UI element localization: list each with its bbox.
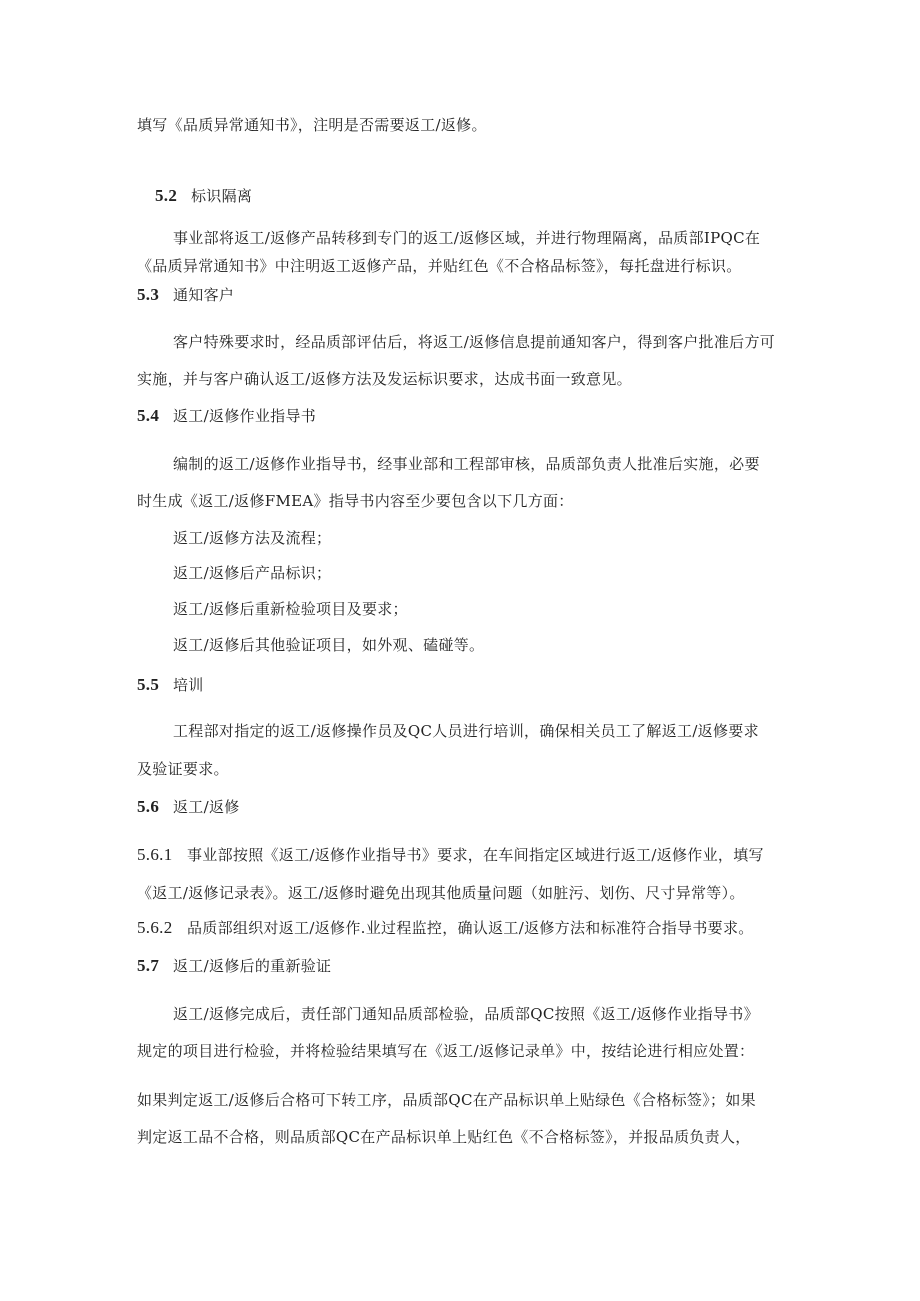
section-title: 返工/返修作业指导书 — [173, 407, 317, 425]
paragraph-line: 返工/返修完成后，责任部门通知品质部检验，品质部QC按照《返工/返修作业指导书》 — [173, 1005, 759, 1023]
section-title: 返工/返修 — [173, 798, 240, 816]
intro-line: 填写《品质异常通知书》，注明是否需要返工/返修。 — [137, 116, 487, 134]
section-heading-5-6 — [137, 797, 240, 817]
paragraph-line: 规定的项目进行检验，并将检验结果填写在《返工/返修记录单》中，按结论进行相应处置： — [137, 1042, 755, 1060]
paragraph-line: 编制的返工/返修作业指导书，经事业部和工程部审核，品质部负责人批准后实施，必要 — [173, 455, 760, 473]
paragraph-line: 《品质异常通知书》中注明返工返修产品，并贴红色《不合格品标签》，每托盘进行标识。 — [137, 257, 742, 275]
paragraph-line: 时生成《返工/返修FMEA》指导书内容至少要包含以下几方面： — [137, 492, 574, 510]
list-item: 返工/返修方法及流程； — [173, 529, 332, 547]
section-heading-5-7 — [137, 956, 331, 976]
section-number: 5.5 — [137, 675, 160, 694]
list-item: 返工/返修后重新检验项目及要求； — [173, 600, 408, 618]
paragraph-line: 实施，并与客户确认返工/返修方法及发运标识要求，达成书面一致意见。 — [137, 370, 632, 388]
section-title: 通知客户 — [173, 286, 235, 304]
paragraph-line: 判定返工品不合格，则品质部QC在产品标识单上贴红色《不合格标签》，并报品质负责人， — [137, 1128, 751, 1146]
section-title: 培训 — [173, 676, 204, 694]
paragraph-line: 工程部对指定的返工/返修操作员及QC人员进行培训，确保相关员工了解返工/返修要求 — [173, 722, 759, 740]
paragraph-line: 客户特殊要求时，经品质部评估后，将返工/返修信息提前通知客户，得到客户批准后方可 — [173, 333, 776, 351]
section-title: 返工/返修后的重新验证 — [173, 957, 332, 975]
list-item: 返工/返修后其他验证项目，如外观、磕碰等。 — [173, 636, 485, 654]
paragraph-line: 事业部将返工/返修产品转移到专门的返工/返修区域，并进行物理隔离，品质部IPQC在 — [173, 229, 761, 247]
section-heading-5-4 — [137, 406, 316, 426]
subsection-5-6-1 — [137, 845, 764, 865]
subsection-number: 5.6.1 — [137, 845, 173, 864]
section-heading-5-2 — [155, 186, 252, 206]
section-number: 5.3 — [137, 285, 160, 304]
section-title: 标识隔离 — [191, 187, 253, 205]
section-heading-5-3 — [137, 285, 234, 305]
paragraph-line: 及验证要求。 — [137, 760, 229, 778]
list-item: 返工/返修后产品标识； — [173, 564, 332, 582]
subsection-5-6-2 — [137, 918, 754, 938]
section-heading-5-5 — [137, 675, 204, 695]
section-number: 5.7 — [137, 956, 160, 975]
subsection-number: 5.6.2 — [137, 918, 173, 937]
paragraph-line: 品质部组织对返工/返修作.业过程监控，确认返工/返修方法和标准符合指导书要求。 — [187, 919, 754, 937]
paragraph-line: 《返工/返修记录表》。返工/返修时避免出现其他质量问题（如脏污、划伤、尺寸异常等）。 — [137, 884, 745, 902]
paragraph-line: 事业部按照《返工/返修作业指导书》要求，在车间指定区域进行返工/返修作业，填写 — [187, 846, 764, 864]
section-number: 5.2 — [155, 186, 178, 205]
section-number: 5.4 — [137, 406, 160, 425]
paragraph-line: 如果判定返工/返修后合格可下转工序，品质部QC在产品标识单上贴绿色《合格标签》；如果 — [137, 1091, 756, 1109]
section-number: 5.6 — [137, 797, 160, 816]
